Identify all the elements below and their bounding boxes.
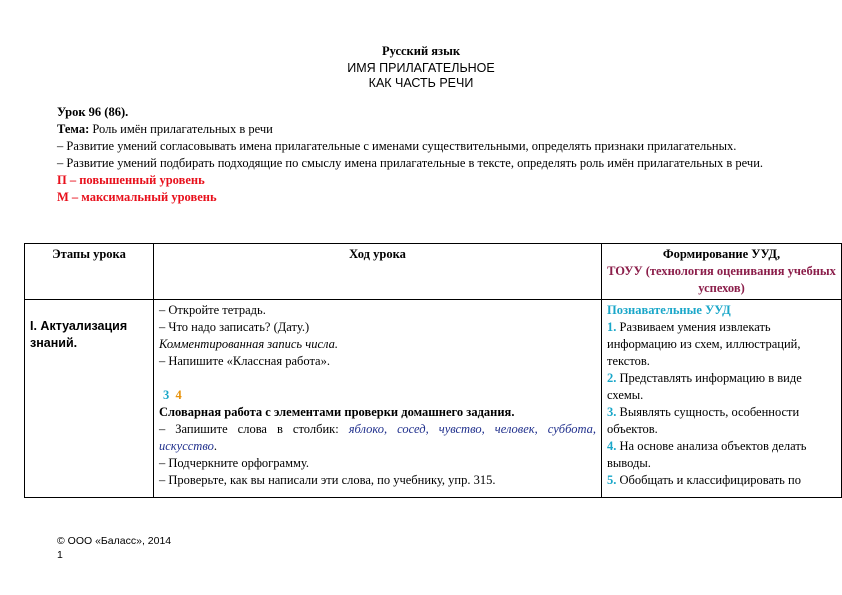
lesson-number: Урок 96 (86). xyxy=(57,105,129,119)
lesson-topic xyxy=(57,121,785,138)
level-markers xyxy=(159,387,596,404)
page-footer xyxy=(57,534,171,562)
level-p-legend: П – повышенный уровень xyxy=(57,173,205,187)
vocab-words: яблоко, сосед, чувство, человек, суббота, xyxy=(348,422,596,436)
table-header-row xyxy=(25,244,842,300)
uud-item-text: Развиваем умения извлекать информацию из схем, иллюстраций, текстов. xyxy=(607,320,801,368)
step-check-textbook: – Проверьте, как вы написали эти слова, по учебнику, упр. 315. xyxy=(159,473,496,487)
uud-item-number: 5. xyxy=(607,473,617,487)
vocab-words-end: . xyxy=(213,439,217,453)
step-class-work: – Напишите «Классная работа». xyxy=(159,354,330,368)
uud-item xyxy=(607,404,836,438)
level-marker-3: 3 xyxy=(163,388,170,402)
uud-cell xyxy=(602,300,842,498)
stage-cell xyxy=(25,300,154,498)
level-m-legend: М – максимальный уровень xyxy=(57,190,217,204)
uud-item-text: На основе анализа объектов делать выводы. xyxy=(607,439,807,470)
uud-item-number: 4. xyxy=(607,439,617,453)
step-open-notebook: – Откройте тетрадь. xyxy=(159,303,266,317)
step-what-to-write: – Что надо записать? (Дату.) xyxy=(159,320,310,334)
uud-column-header xyxy=(602,244,842,300)
step-write-words-prefix: – Запишите слова в столбик: xyxy=(159,422,339,436)
lesson-plan-table xyxy=(24,243,842,498)
uud-item-number: 3. xyxy=(607,405,617,419)
lesson-steps-cell xyxy=(154,300,602,498)
lesson-goal-2: – Развитие умений подбирать подходящие по смыслу имена прилагательные в тексте, определять роль имён прилагательных в речи. xyxy=(57,156,764,170)
uud-title: Познавательные УУД xyxy=(607,303,731,317)
vocab-words-cont: искусство xyxy=(159,439,214,453)
document-title-line-2: КАК ЧАСТЬ РЕЧИ xyxy=(368,76,474,90)
document-subject: Русский язык xyxy=(381,44,461,58)
uud-item-text: Представлять информацию в виде схемы. xyxy=(607,371,802,402)
uud-item-number: 1. xyxy=(607,320,617,334)
page-number: 1 xyxy=(57,549,63,561)
level-marker-4: 4 xyxy=(175,388,182,402)
step-write-words-cont xyxy=(159,438,596,455)
uud-header-title: Формирование УУД, xyxy=(662,247,781,261)
touu-header-subtitle: ТОУУ (технология оценивания учебных успехов) xyxy=(607,264,836,295)
step-commented-date: Комментированная запись числа. xyxy=(159,337,338,351)
progress-column-header: Ход урока xyxy=(154,244,602,300)
uud-item-number: 2. xyxy=(607,371,617,385)
uud-item-text: Обобщать и классифицировать по xyxy=(619,473,801,487)
copyright: © ООО «Баласс», 2014 xyxy=(57,535,172,547)
uud-item xyxy=(607,319,836,370)
uud-item-text: Выявлять сущность, особенности объектов. xyxy=(607,405,800,436)
topic-label: Тема: xyxy=(57,122,90,136)
uud-item xyxy=(607,370,836,404)
table-row xyxy=(25,300,842,498)
topic-text: Роль имён прилагательных в речи xyxy=(92,122,273,136)
step-underline: – Подчеркните орфограмму. xyxy=(159,456,310,470)
stages-column-header: Этапы урока xyxy=(25,244,154,300)
stage-title: I. Актуализация знаний. xyxy=(30,319,128,350)
vocab-work-title: Словарная работа с элементами проверки домашнего задания. xyxy=(159,405,515,419)
lesson-goal-1: – Развитие умений согласовывать имена прилагательные с именами существительными, определять признаки прилагательных. xyxy=(57,139,737,153)
step-write-words xyxy=(159,421,596,438)
lesson-intro xyxy=(57,104,785,206)
document-title-line-1: ИМЯ ПРИЛАГАТЕЛЬНОЕ xyxy=(347,61,495,75)
uud-item xyxy=(607,438,836,472)
uud-item xyxy=(607,472,836,489)
